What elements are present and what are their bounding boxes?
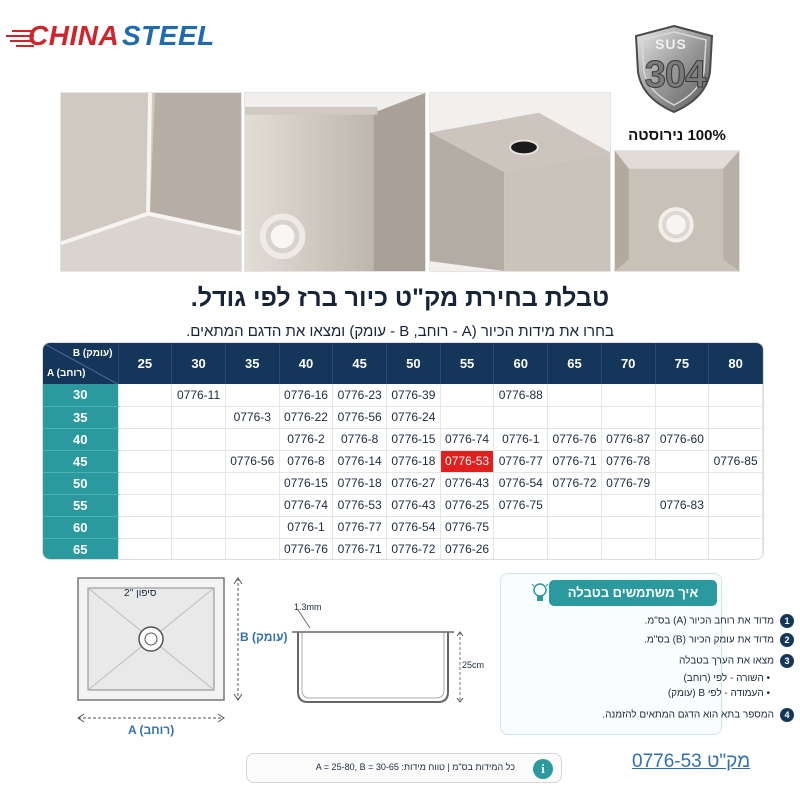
howto-step-4: 4המספר בתא הוא הדגם המתאים להזמנה. [579, 708, 794, 722]
column-axis-label: B (עומק) [72, 348, 113, 359]
table-cell[interactable]: 0776-56 [333, 406, 387, 428]
column-header-40: 40 [279, 343, 333, 384]
table-cell [601, 406, 655, 428]
table-cell [118, 384, 172, 406]
table-cell[interactable]: 0776-43 [440, 472, 494, 494]
table-cell [601, 494, 655, 516]
table-row [43, 472, 763, 494]
table-cell[interactable]: 0776-74 [279, 494, 333, 516]
table-cell [172, 538, 226, 560]
table-cell [548, 494, 602, 516]
table-cell [655, 516, 709, 538]
brand-logo [4, 20, 215, 56]
table-cell [709, 516, 763, 538]
badge-sus-label: SUS [655, 36, 687, 52]
table-cell [440, 384, 494, 406]
table-row [43, 538, 763, 560]
table-row [43, 428, 763, 450]
table-cell [655, 384, 709, 406]
table-cell [225, 494, 279, 516]
table-cell [709, 494, 763, 516]
table-row [43, 516, 763, 538]
table-cell[interactable]: 0776-79 [601, 472, 655, 494]
depth-dimension-label: B (עומק) [240, 630, 288, 644]
table-cell [655, 406, 709, 428]
table-row [43, 494, 763, 516]
sink-corner-photo [60, 92, 242, 272]
column-header-55: 55 [440, 343, 494, 384]
table-cell [601, 538, 655, 560]
table-cell [655, 472, 709, 494]
table-cell[interactable]: 0776-15 [387, 428, 441, 450]
table-cell [494, 538, 548, 560]
table-cell[interactable]: 0776-76 [548, 428, 602, 450]
table-header-row [43, 343, 763, 384]
table-cell[interactable]: 0776-71 [333, 538, 387, 560]
table-cell[interactable]: 0776-78 [601, 450, 655, 472]
material-thickness-label: 1.3mm [294, 602, 322, 612]
table-cell[interactable]: 0776-18 [333, 472, 387, 494]
row-axis-label: A (רוחב) [47, 368, 86, 379]
table-cell[interactable]: 0776-87 [601, 428, 655, 450]
table-cell [118, 494, 172, 516]
table-corner-cell [43, 343, 118, 384]
table-cell[interactable]: 0776-15 [279, 472, 333, 494]
table-cell-selected[interactable]: 0776-53 [440, 450, 494, 472]
brand-name-steel: STEEL [122, 20, 215, 51]
table-cell[interactable]: 0776-8 [333, 428, 387, 450]
table-row [43, 406, 763, 428]
column-header-30: 30 [172, 343, 226, 384]
page-subtitle: בחרו את מידות הכיור (A - רוחב, B - עומק) ומצאו את הדגם המתאים. [186, 323, 614, 340]
column-header-45: 45 [333, 343, 387, 384]
row-header-60: 60 [43, 516, 118, 538]
table-cell [548, 538, 602, 560]
info-bar [246, 753, 562, 783]
table-cell[interactable]: 0776-85 [709, 450, 763, 472]
table-cell[interactable]: 0776-72 [387, 538, 441, 560]
table-cell [172, 450, 226, 472]
table-cell[interactable]: 0776-1 [494, 428, 548, 450]
table-cell[interactable]: 0776-71 [548, 450, 602, 472]
table-cell [225, 384, 279, 406]
table-cell [172, 406, 226, 428]
brand-name-china: CHINA [28, 20, 120, 51]
column-header-60: 60 [494, 343, 548, 384]
table-cell [172, 494, 226, 516]
table-cell[interactable]: 0776-77 [494, 450, 548, 472]
table-cell [655, 538, 709, 560]
table-cell[interactable]: 0776-77 [333, 516, 387, 538]
row-header-35: 35 [43, 406, 118, 428]
row-header-30: 30 [43, 384, 118, 406]
table-cell [118, 450, 172, 472]
table-cell [118, 428, 172, 450]
table-cell [118, 538, 172, 560]
table-cell[interactable]: 0776-24 [387, 406, 441, 428]
howto-step-2: 2מדוד את עומק הכיור (B) בס"מ. [579, 633, 794, 647]
column-header-65: 65 [548, 343, 602, 384]
column-header-75: 75 [655, 343, 709, 384]
table-row [43, 384, 763, 406]
table-cell[interactable]: 0776-54 [387, 516, 441, 538]
sink-interior-drain-photo [614, 150, 740, 272]
table-cell[interactable]: 0776-75 [494, 494, 548, 516]
table-cell[interactable]: 0776-16 [279, 384, 333, 406]
table-cell [172, 472, 226, 494]
table-cell [225, 428, 279, 450]
table-cell[interactable]: 0776-26 [440, 538, 494, 560]
table-cell[interactable]: 0776-60 [655, 428, 709, 450]
table-cell [709, 384, 763, 406]
row-header-45: 45 [43, 450, 118, 472]
sink-bottom-photo [429, 92, 611, 272]
width-dimension-label: A (רוחב) [128, 723, 175, 737]
badge-grade-number: 304 [644, 54, 706, 96]
table-cell[interactable]: 0776-83 [655, 494, 709, 516]
table-cell [440, 406, 494, 428]
table-cell[interactable]: 0776-11 [172, 384, 226, 406]
table-cell[interactable]: 0776-2 [279, 428, 333, 450]
sink-top-view-diagram [70, 570, 280, 740]
table-cell [548, 516, 602, 538]
page-title: טבלת בחירת מק"ט כיור ברז לפי גודל. [190, 284, 610, 312]
row-header-65: 65 [43, 538, 118, 560]
sink-size-table [42, 342, 764, 560]
table-cell [494, 516, 548, 538]
column-header-80: 80 [709, 343, 763, 384]
table-cell [225, 538, 279, 560]
model-number-link[interactable]: מק"ט 0776-53 [632, 751, 751, 772]
howto-title: איך משתמשים בטבלה [549, 580, 717, 606]
table-cell[interactable]: 0776-39 [387, 384, 441, 406]
stainless-note: 100% נירוסטה [628, 127, 726, 144]
table-cell [225, 516, 279, 538]
table-cell [118, 406, 172, 428]
table-cell[interactable]: 0776-27 [387, 472, 441, 494]
table-cell [709, 406, 763, 428]
drain-size-label: 2'' סיפון [124, 588, 157, 599]
column-header-25: 25 [118, 343, 172, 384]
table-cell[interactable]: 0776-22 [279, 406, 333, 428]
table-cell[interactable]: 0776-88 [494, 384, 548, 406]
table-row [43, 450, 763, 472]
howto-substep-column: • העמודה - לפי B (עומק) [667, 688, 770, 699]
row-header-50: 50 [43, 472, 118, 494]
table-cell [709, 472, 763, 494]
column-header-50: 50 [387, 343, 441, 384]
table-cell[interactable]: 0776-3 [225, 406, 279, 428]
table-cell[interactable]: 0776-76 [279, 538, 333, 560]
row-header-40: 40 [43, 428, 118, 450]
table-cell [494, 406, 548, 428]
table-cell[interactable]: 0776-14 [333, 450, 387, 472]
table-cell[interactable]: 0776-74 [440, 428, 494, 450]
table-cell [118, 516, 172, 538]
table-cell[interactable]: 0776-23 [333, 384, 387, 406]
table-cell [601, 516, 655, 538]
info-text: כל המידות בס"מ | טווח מידות: A = 25-80, B = 30-65 [315, 762, 515, 772]
sink-height-label: 25cm [462, 660, 485, 670]
table-cell[interactable]: 0776-43 [387, 494, 441, 516]
table-cell [225, 472, 279, 494]
howto-step-1: 1מדוד את רוחב הכיור (A) בס"מ. [579, 614, 794, 628]
column-header-70: 70 [601, 343, 655, 384]
table-cell[interactable]: 0776-18 [387, 450, 441, 472]
table-cell[interactable]: 0776-54 [494, 472, 548, 494]
column-header-35: 35 [225, 343, 279, 384]
table-cell[interactable]: 0776-72 [548, 472, 602, 494]
howto-substep-row: • השורה - לפי (רוחב) [683, 673, 770, 684]
table-cell[interactable]: 0776-1 [279, 516, 333, 538]
table-cell [172, 516, 226, 538]
table-cell[interactable]: 0776-25 [440, 494, 494, 516]
table-cell [172, 428, 226, 450]
table-cell[interactable]: 0776-75 [440, 516, 494, 538]
table-cell [709, 428, 763, 450]
table-cell[interactable]: 0776-56 [225, 450, 279, 472]
sink-drain-side-photo [244, 92, 426, 272]
table-cell [709, 538, 763, 560]
table-cell [548, 384, 602, 406]
table-cell[interactable]: 0776-53 [333, 494, 387, 516]
table-cell [655, 450, 709, 472]
lightbulb-icon [531, 582, 549, 604]
table-cell [118, 472, 172, 494]
table-cell [601, 384, 655, 406]
table-cell [548, 406, 602, 428]
info-icon[interactable]: i [533, 759, 553, 779]
table-cell[interactable]: 0776-8 [279, 450, 333, 472]
howto-step-3: 3מצאו את הערך בטבלה [579, 654, 794, 668]
row-header-55: 55 [43, 494, 118, 516]
